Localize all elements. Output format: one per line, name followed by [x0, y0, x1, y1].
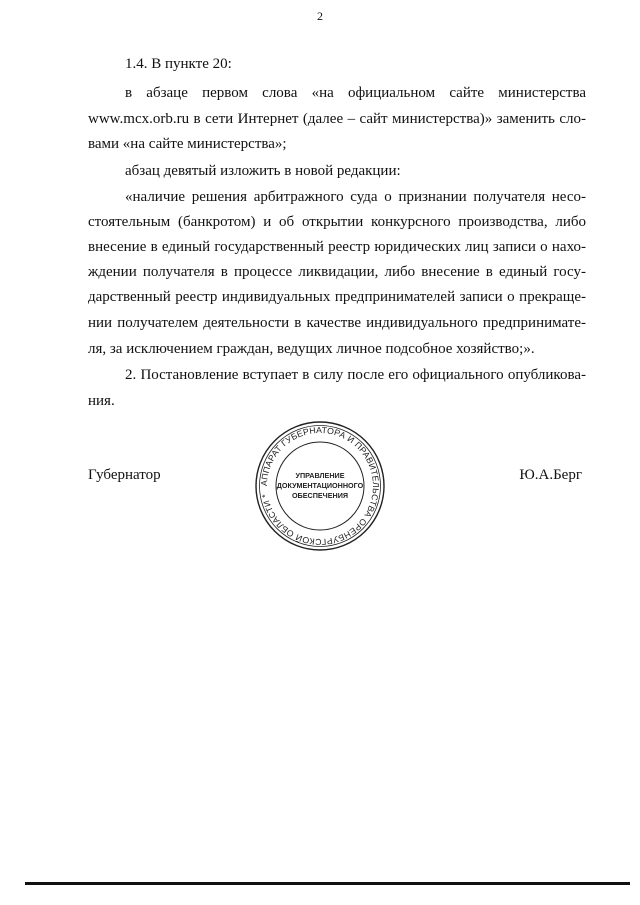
seal-center-line: ДОКУМЕНТАЦИОННОГО [276, 481, 364, 490]
paragraph-line: вами «на сайте министерства»; [88, 136, 287, 152]
seal-center-line: УПРАВЛЕНИЕ [295, 471, 345, 480]
signature-position: Губернатор [88, 467, 161, 483]
bottom-rule [25, 882, 630, 885]
paragraph-line: ния. [88, 393, 115, 409]
seal-center-line: ОБЕСПЕЧЕНИЯ [291, 491, 349, 500]
paragraph-line: дарственный реестр индивидуальных предпринимателей записи о прекраще- [88, 289, 586, 305]
seal-ring-text: АППАРАТ ГУБЕРНАТОРА И ПРАВИТЕЛЬСТВА ОРЕНБУРГСКОЙ ОБЛАСТИ * [258, 424, 382, 548]
official-seal [252, 418, 388, 554]
paragraph-line: ля, за исключением граждан, ведущих личное подсобное хозяйство;». [88, 341, 535, 357]
signature-name: Ю.А.Берг [519, 467, 582, 483]
paragraph-line: 2. Постановление вступает в силу после его официального опубликова- [125, 367, 586, 383]
paragraph-line: стоятельным (банкротом) и об открытии конкурсного производства, либо [88, 214, 586, 230]
paragraph-line: нии получателем деятельности в качестве индивидуального предпринимате- [88, 315, 586, 331]
paragraph-line: абзац девятый изложить в новой редакции: [125, 163, 401, 179]
paragraph-line: внесение в единый государственный реестр юридических лиц записи о нахо- [88, 239, 586, 255]
paragraph-line: www.mcx.orb.ru в сети Интернет (далее – сайт министерства)» заменить сло- [88, 111, 586, 127]
paragraph-line: 1.4. В пункте 20: [125, 56, 232, 72]
paragraph-line: в абзаце первом слова «на официальном сайте министерства [125, 85, 586, 101]
paragraph-line: «наличие решения арбитражного суда о признании получателя несо- [125, 189, 586, 205]
page-number: 2 [317, 9, 323, 23]
paragraph-line: ждении получателя в процессе ликвидации, либо внесение в единый госу- [88, 264, 586, 280]
